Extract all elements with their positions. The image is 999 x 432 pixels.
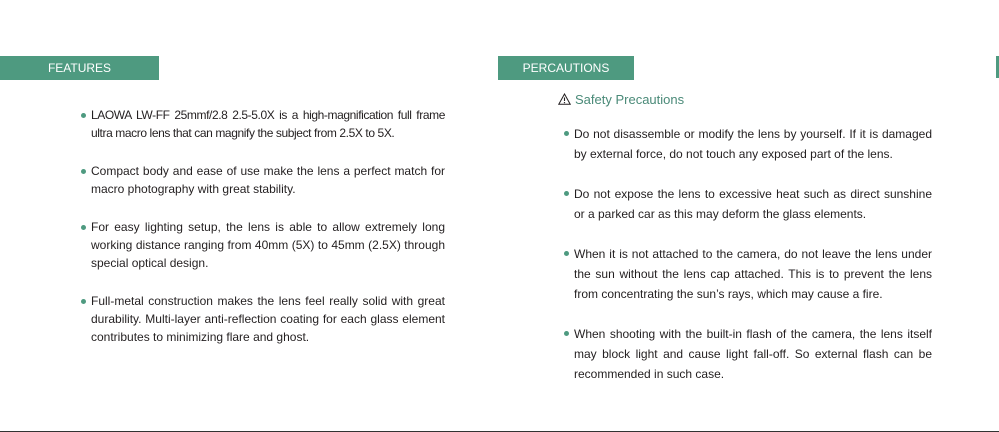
precaution-text: Do not expose the lens to excessive heat such as direct sunshine or a parked car as this may deform the glass elements. [574, 187, 932, 221]
feature-item [91, 292, 445, 346]
feature-text: Compact body and ease of use make the lens a perfect match for macro photography with great stability. [91, 164, 445, 196]
bullet-icon [564, 251, 569, 256]
warning-triangle-icon [558, 93, 571, 105]
precaution-item [574, 124, 932, 164]
bullet-icon [564, 131, 569, 136]
bullet-icon [81, 113, 86, 118]
bullet-icon [564, 331, 569, 336]
feature-item [91, 162, 445, 198]
safety-heading-label: Safety Precautions [575, 92, 685, 107]
features-tab: FEATURES [0, 56, 159, 80]
precaution-item [574, 184, 932, 224]
bullet-icon [81, 299, 86, 304]
feature-text: Full-metal construction makes the lens feel really solid with great durability. Multi-layer anti-reflection coating for each glass element contributes to minimizing flare and ghost. [91, 294, 445, 344]
safety-heading [558, 90, 684, 110]
precaution-text: Do not disassemble or modify the lens by yourself. If it is damaged by external force, do not touch any exposed part of the lens. [574, 127, 932, 161]
bullet-icon [81, 169, 86, 174]
precaution-text: When shooting with the built-in flash of the camera, the lens itself may block light and cause light fall-off. So external flash can be recommended in such case. [574, 327, 932, 381]
feature-item [91, 106, 445, 142]
precautions-list [574, 124, 932, 384]
precaution-item [574, 244, 932, 304]
bullet-icon [81, 225, 86, 230]
feature-text: LAOWA LW-FF 25mmf/2.8 2.5-5.0X is a high-magnification full frame ultra macro lens that can magnify the subject from 2.5X to 5X. [91, 108, 445, 140]
features-list [91, 106, 445, 346]
bullet-icon [564, 191, 569, 196]
feature-text: For easy lighting setup, the lens is able to allow extremely long working distance ranging from 40mm (5X) to 45mm (2.5X) through special optical design. [91, 220, 445, 270]
precaution-text: When it is not attached to the camera, do not leave the lens under the sun without the lens cap attached. This is to prevent the lens from concentrating the sun’s rays, which may cause a fire. [574, 247, 932, 301]
feature-item [91, 218, 445, 272]
precautions-tab: PERCAUTIONS [498, 56, 634, 80]
precaution-item [574, 324, 932, 384]
